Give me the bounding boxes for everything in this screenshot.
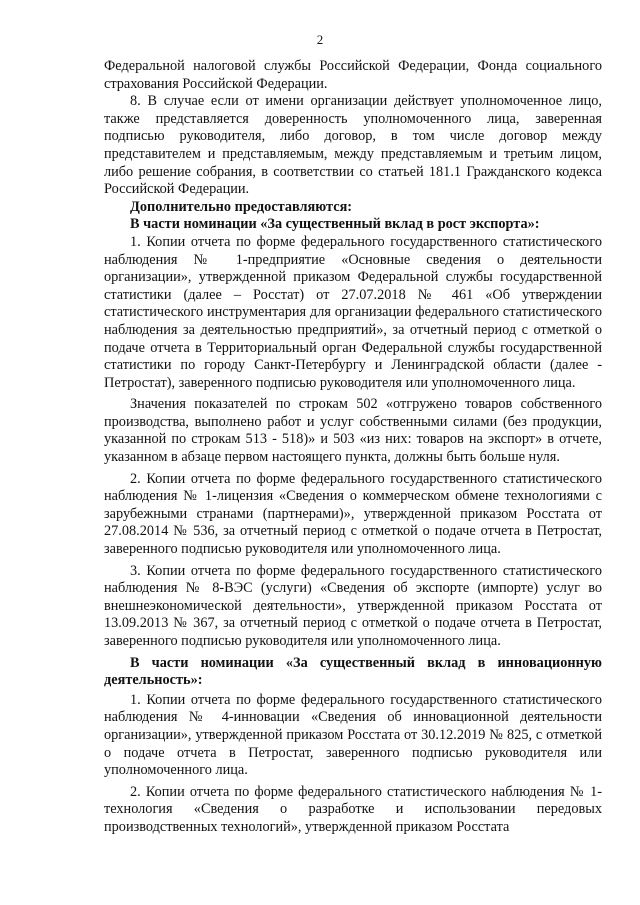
heading-export-nomination: В части номинации «За существенный вклад в рост экспорта»:	[130, 216, 540, 233]
paragraph-innovation-item-2: 2. Копии отчета по форме федерального статистического наблюдения № 1-технология «Сведения о разработке и использовании передовых производственных технологий», утвержденной приказом Росстата	[104, 783, 602, 835]
paragraph-export-item-2: 2. Копии отчета по форме федерального государственного статистического наблюдения № 1-лицензия «Сведения о коммерческом обмене технологиями с зарубежными странами (партнерами)», утвержденной приказом Росстата от 27.08.2014 № 536, за отчетный период с отметкой о подаче отчета в Петростат, заверенного подписью руководителя или уполномоченного лица.	[104, 470, 602, 558]
paragraph-export-item-1: 1. Копии отчета по форме федерального государственного статистического наблюдения № 1-предприятие «Основные сведения о деятельности организации», утвержденной приказом Федеральной службы государственной статистики (далее – Росстат) от 27.07.2018 № 461 «Об утверждении статистического инструментария для организации федерального статистического наблюдения за деятельностью предприятий», за отчетный период с отметкой о подаче отчета в Территориальный орган Федеральной службы государственной статистики по городу Санкт-Петербургу и Ленинградской области (далее - Петростат), заверенного подписью руководителя или уполномоченного лица.	[104, 233, 602, 391]
paragraph-export-item-3: 3. Копии отчета по форме федерального государственного статистического наблюдения № 8-ВЭС (услуги) «Сведения об экспорте (импорте) услуг во внешнеэкономической деятельности», утвержденной приказом Росстата от 13.09.2013 № 367, за отчетный период с отметкой о подаче отчета в Петростат, заверенного подписью руководителя или уполномоченного лица.	[104, 562, 602, 649]
heading-innovation-nomination: В части номинации «За существенный вклад в инновационную деятельность»:	[104, 654, 602, 689]
heading-additional: Дополнительно предоставляются:	[130, 198, 353, 215]
document-body	[104, 58, 602, 837]
page-number: 2	[316, 32, 324, 47]
paragraph-innovation-item-1: 1. Копии отчета по форме федерального государственного статистического наблюдения № 4-инновации «Сведения об инновационной деятельности организации», утвержденной приказом Росстата от 30.12.2019 № 825, с отметкой о подаче отчета в Петростат, заверенного подписью руководителя или уполномоченного лица.	[104, 691, 602, 779]
paragraph-tax-service: Федеральной налоговой службы Российской Федерации, Фонда социального страхования Российской Федерации.	[104, 58, 602, 92]
paragraph-export-values: Значения показателей по строкам 502 «отгружено товаров собственного производства, выполнено работ и услуг собственными силами (без продукции, указанной по строкам 513 - 518)» и 503 «из них: товаров на экспорт» в отчете, указанном в абзаце первом настоящего пункта, должны быть больше нуля.	[104, 396, 602, 466]
paragraph-item-8: 8. В случае если от имени организации действует уполномоченное лицо, также представляется доверенность уполномоченного лица, заверенная подписью руководителя, либо договор, в том числе договор между представителем и представляемым, между представляемым и третьим лицом, либо решение собрания, в соответствии со статьей 181.1 Гражданского кодекса Российской Федерации.	[104, 93, 602, 198]
